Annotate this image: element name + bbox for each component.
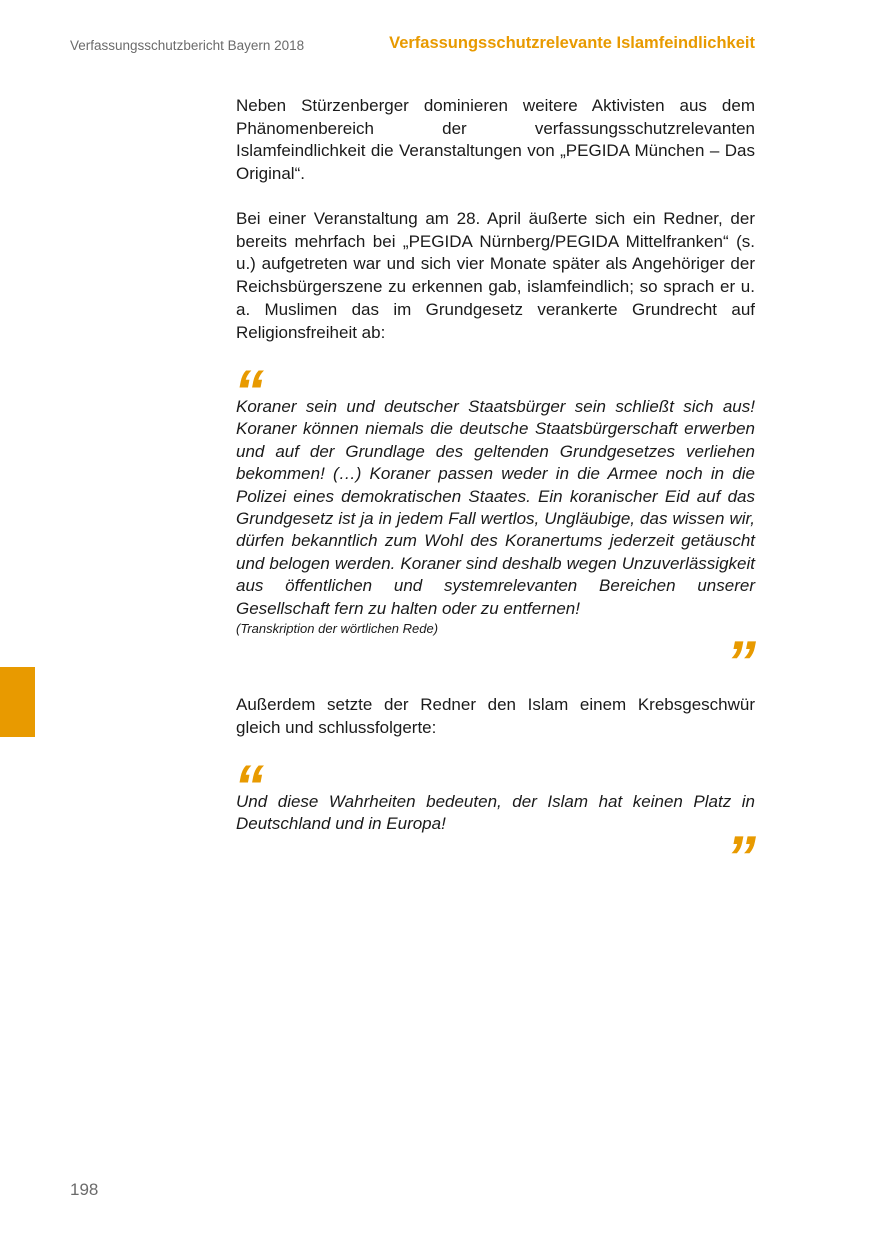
paragraph-2-text: Bei einer Veranstaltung am 28. April äußerte sich ein Redner, der bereits mehrfach bei „PEGIDA Nürnberg/PEGIDA Mittelfranken“ (s. u.) aufgetreten war und sich vier Monate später als Angehöriger der Reichsbürgerszene zu erkennen gab, islamfeindlich; so sprach er u. a. Muslimen das im Grundgesetz verankerte Grundrecht auf Religionsfreiheit ab: — [236, 209, 755, 342]
paragraph-1-text: Neben Stürzenberger dominieren weitere Aktivisten aus dem Phänomenbereich der verfassungsschutzrelevanten Islamfeindlichkeit die Veranstaltungen von „PEGIDA München – Das Original“. — [236, 96, 755, 184]
running-header-chapter-title: Verfassungsschutzrelevante Islamfeindlichkeit — [389, 34, 755, 52]
chapter-side-tab — [0, 667, 35, 737]
quote-2-close-mark-icon: ” — [726, 824, 756, 891]
quote-1-text: Koraner sein und deutscher Staatsbürger sein schließt sich aus! Koraner können niemals die deutsche Staatsbürgerschaft erwerben und auf der Grundlage des geltenden Grundgesetzes verliehen bekommen! (…) Koraner passen weder in die Armee noch in die Polizei eines demokratischen Staates. Ein koranischer Eid auf das Grundgesetz ist ja in jedem Fall wertlos, Ungläubige, das wissen wir, dürfen bekanntlich zum Wohl des Koranertums jederzeit getäuscht und belogen werden. Koraner sind deshalb wegen Unzuverlässigkeit aus öffentlichen und systemrelevanten Bereichen unserer Gesellschaft fern zu halten oder zu entfernen! — [236, 397, 755, 618]
page-number: 198 — [70, 1180, 99, 1199]
quote-1-note: (Transkription der wörtlichen Rede) — [236, 621, 439, 637]
body-paragraph-2 — [236, 208, 755, 344]
quote-1-open-mark-icon: “ — [234, 358, 264, 425]
running-header-left: Verfassungsschutzbericht Bayern 2018 — [70, 38, 305, 53]
body-paragraph-3 — [236, 694, 755, 739]
paragraph-3-text: Außerdem setzte der Redner den Islam einem Krebsgeschwür gleich und schlussfolgerte: — [236, 695, 755, 737]
body-paragraph-1 — [236, 95, 755, 186]
quote-2-block — [236, 791, 755, 836]
quote-2-open-mark-icon: “ — [234, 753, 264, 820]
quote-1-close-mark-icon: ” — [726, 629, 756, 696]
quote-2-text: Und diese Wahrheiten bedeuten, der Islam hat keinen Platz in Deutschland und in Europa! — [236, 792, 755, 834]
quote-1-block — [236, 396, 755, 638]
